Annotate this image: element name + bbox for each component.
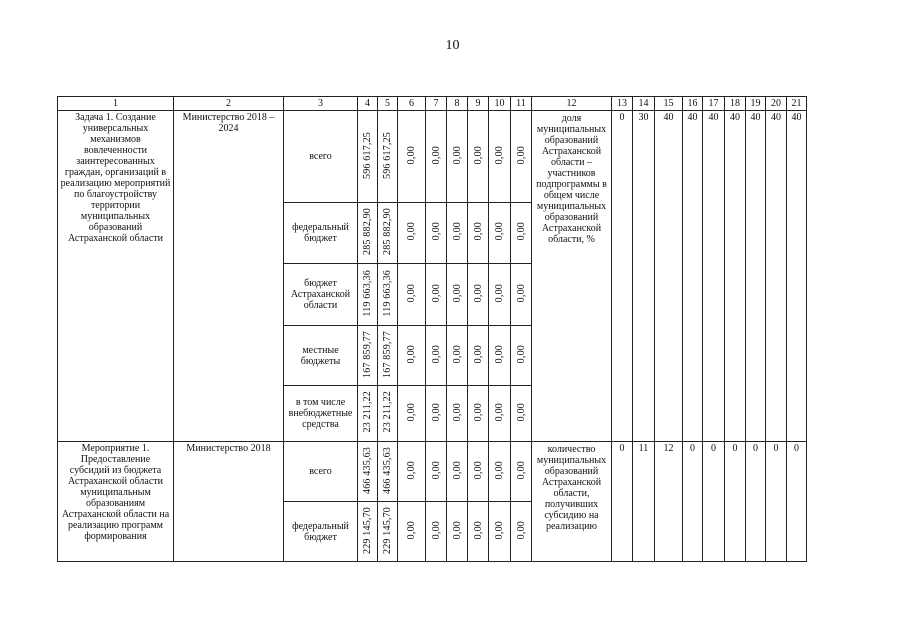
indicator-value: 40: [655, 111, 683, 442]
column-header-row: [58, 97, 807, 111]
funding-source: в том числе внебюджетные средства: [284, 386, 358, 442]
amount-cell: 23 211,22: [382, 391, 393, 433]
column-header: 6: [398, 97, 426, 111]
indicator-value: 40: [787, 111, 807, 442]
task-name: Задача 1. Создание универсальных механизмов вовлеченности заинтересованных граждан, организаций в реализацию мероприятий по благоустройству территории муниципальных образований Астраханской области: [58, 111, 174, 442]
column-header: 1: [58, 97, 174, 111]
indicator-value: 40: [725, 111, 746, 442]
amount-cell: 0,00: [515, 460, 527, 480]
amount-cell: 0,00: [472, 344, 484, 364]
indicator-text: количество муниципальных образований Астраханской области, получивших субсидию на реализацию: [532, 442, 612, 562]
amount-cell: 0,00: [430, 402, 442, 422]
task-name: Мероприятие 1. Предоставление субсидий из бюджета Астраханской области муниципальным образованиям Астраханской области на реализацию программ формирования: [58, 442, 174, 562]
amount-cell: 229 145,70: [362, 506, 373, 554]
column-header: 3: [284, 97, 358, 111]
amount-cell: 0,00: [430, 460, 442, 480]
amount-cell: 596 617,25: [362, 131, 373, 179]
amount-cell: 23 211,22: [362, 391, 373, 433]
amount-cell: 0,00: [406, 402, 417, 422]
amount-cell: 0,00: [472, 222, 484, 241]
funding-source: всего: [284, 111, 358, 203]
amount-cell: 0,00: [430, 520, 442, 540]
amount-cell: 466 435,63: [362, 446, 373, 494]
amount-cell: 0,00: [406, 145, 417, 165]
amount-cell: 0,00: [430, 145, 442, 165]
indicator-value: 0: [683, 442, 703, 562]
indicator-text: доля муниципальных образований Астраханской области – участников подпрограммы в общем числе муниципальных образований Астраханской области, %: [532, 111, 612, 442]
amount-cell: 0,00: [451, 283, 463, 303]
amount-cell: 0,00: [472, 283, 484, 303]
amount-cell: 0,00: [494, 283, 505, 303]
funding-source: бюджет Астраханской области: [284, 264, 358, 326]
indicator-value: 0: [703, 442, 725, 562]
column-header: 18: [725, 97, 746, 111]
funding-source: всего: [284, 442, 358, 502]
amount-cell: 0,00: [494, 145, 505, 165]
funding-source: федеральный бюджет: [284, 502, 358, 562]
amount-cell: 0,00: [430, 344, 442, 364]
column-header: 16: [683, 97, 703, 111]
amount-cell: 0,00: [472, 520, 484, 540]
indicator-value: 11: [633, 442, 655, 562]
amount-cell: 0,00: [472, 402, 484, 422]
executor: Министерство 2018: [174, 442, 284, 562]
amount-cell: 119 663,36: [362, 269, 373, 317]
executor: Министерство 2018 – 2024: [174, 111, 284, 442]
column-header: 21: [787, 97, 807, 111]
indicator-value: 0: [746, 442, 766, 562]
column-header: 13: [612, 97, 633, 111]
column-header: 7: [426, 97, 447, 111]
funding-source: федеральный бюджет: [284, 203, 358, 264]
amount-cell: 0,00: [451, 402, 463, 422]
amount-cell: 119 663,36: [382, 269, 393, 317]
column-header: 2: [174, 97, 284, 111]
amount-cell: 0,00: [494, 460, 505, 480]
amount-cell: 0,00: [406, 283, 417, 303]
amount-cell: 229 145,70: [382, 506, 393, 554]
amount-cell: 0,00: [406, 520, 417, 540]
column-header: 14: [633, 97, 655, 111]
column-header: 11: [511, 97, 532, 111]
page-number: 10: [445, 38, 460, 53]
funding-source: местные бюджеты: [284, 326, 358, 386]
amount-cell: 0,00: [406, 344, 417, 364]
amount-cell: 0,00: [515, 145, 527, 165]
column-header: 10: [489, 97, 511, 111]
indicator-value: 40: [746, 111, 766, 442]
column-header: 5: [378, 97, 398, 111]
amount-cell: 596 617,25: [382, 131, 393, 179]
indicator-value: 0: [612, 442, 633, 562]
amount-cell: 0,00: [472, 145, 484, 165]
table-row: [58, 111, 807, 203]
amount-cell: 0,00: [494, 344, 505, 364]
amount-cell: 0,00: [494, 520, 505, 540]
indicator-value: 40: [766, 111, 787, 442]
indicator-value: 40: [683, 111, 703, 442]
amount-cell: 0,00: [515, 402, 527, 422]
amount-cell: 0,00: [451, 145, 463, 165]
indicator-value: 12: [655, 442, 683, 562]
amount-cell: 0,00: [515, 344, 527, 364]
column-header: 19: [746, 97, 766, 111]
amount-cell: 0,00: [406, 222, 417, 241]
indicator-value: 0: [787, 442, 807, 562]
column-header: 20: [766, 97, 787, 111]
column-header: 9: [468, 97, 489, 111]
table-row: [58, 442, 807, 502]
amount-cell: 0,00: [515, 222, 527, 241]
indicator-value: 0: [766, 442, 787, 562]
amount-cell: 0,00: [515, 520, 527, 540]
amount-cell: 167 859,77: [382, 330, 393, 378]
amount-cell: 0,00: [406, 460, 417, 480]
column-header: 8: [447, 97, 468, 111]
amount-cell: 0,00: [451, 344, 463, 364]
column-header: 12: [532, 97, 612, 111]
indicator-value: 40: [703, 111, 725, 442]
amount-cell: 0,00: [451, 222, 463, 241]
amount-cell: 167 859,77: [362, 330, 373, 378]
amount-cell: 0,00: [515, 283, 527, 303]
indicator-value: 0: [725, 442, 746, 562]
indicator-value: 30: [633, 111, 655, 442]
column-header: 17: [703, 97, 725, 111]
amount-cell: 0,00: [451, 520, 463, 540]
amount-cell: 285 882,90: [382, 208, 393, 255]
amount-cell: 0,00: [494, 402, 505, 422]
amount-cell: 466 435,63: [382, 446, 393, 494]
program-table: [57, 96, 807, 562]
column-header: 15: [655, 97, 683, 111]
indicator-value: 0: [612, 111, 633, 442]
amount-cell: 0,00: [430, 283, 442, 303]
column-header: 4: [358, 97, 378, 111]
amount-cell: 0,00: [494, 222, 505, 241]
amount-cell: 0,00: [472, 460, 484, 480]
amount-cell: 0,00: [451, 460, 463, 480]
amount-cell: 0,00: [430, 222, 442, 241]
amount-cell: 285 882,90: [362, 208, 373, 255]
